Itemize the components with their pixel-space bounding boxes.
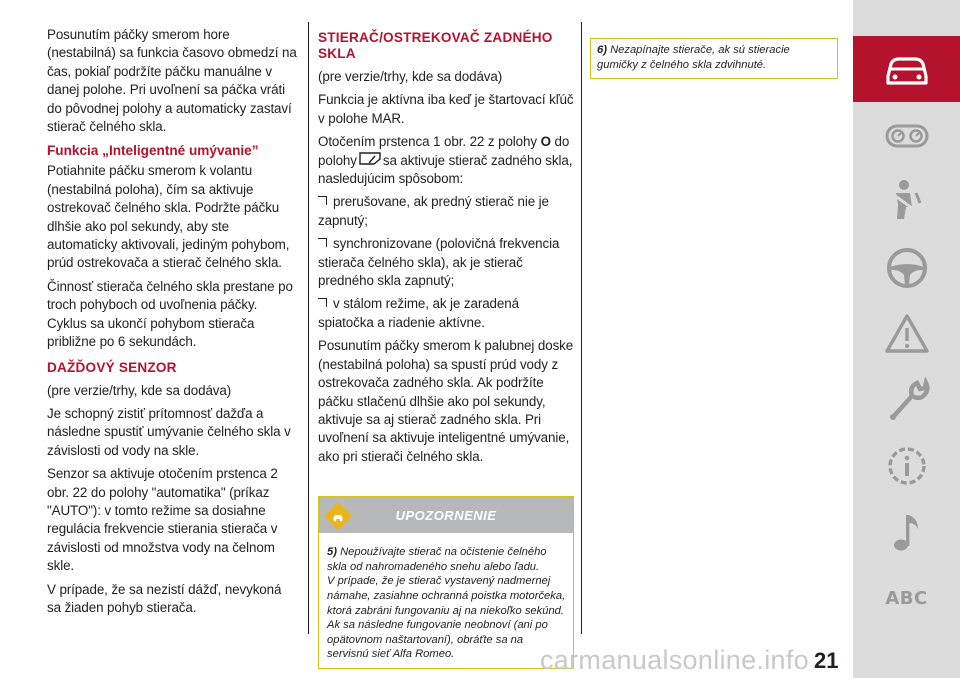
sidebar-tab-car[interactable] [853,36,960,102]
rear-wiper-icon [359,152,381,166]
index-label: ABC [885,587,928,609]
paragraph: Je schopný zistiť prítomnosť dažďa a následne spustiť umývanie čelného skla v závislosti od vody na skle. [47,405,291,458]
footnote-number: 6) [597,44,607,56]
bullet-marker-icon [318,238,327,247]
wrench-icon [882,377,932,423]
subheading-intelligent-wash: Funkcia „Inteligentné umývanie” [47,143,259,159]
info-gear-icon [882,443,932,489]
note-box [590,38,838,79]
sidebar-tab-warnings[interactable] [853,302,960,366]
heading-rear-wiper: STIERAČ/OSTREKOVAČ ZADNÉHO SKLA [318,30,553,61]
footnote-number: 5) [327,546,337,559]
sidebar-tab-maintenance[interactable] [853,368,960,432]
column-3 [590,38,838,79]
column-divider [308,22,309,634]
warning-car-icon [325,503,351,529]
heading-rain-sensor: DAŽĎOVÝ SENZOR [47,359,177,375]
column-2 [318,26,574,669]
paragraph: Posunutím páčky smerom k palubnej doske (nestabilná poloha) sa spustí prúd vody z ostrekovača zadného skla. Ak podržíte páčku stlačenú dlhšie ako pol sekundy, aktivuje sa aj stierač zadného skla. Pri uvoľnení sa aktivuje inteligentné umývanie, ako pri stierači čelného skla. [318,338,574,464]
paragraph: (pre verzie/trhy, kde sa dodáva) [318,69,503,84]
bullet-text: v stálom režime, ak je zaradená spiatočka a riadenie aktívne. [318,296,519,330]
text: do polohy [318,134,570,168]
sidebar-tab-technical[interactable] [853,434,960,498]
sidebar-tab-dashboard[interactable] [853,104,960,168]
bullet-marker-icon [318,298,327,307]
warning-header [319,497,573,533]
bullet-item [318,235,574,290]
paragraph: Funkcia je aktívna iba keď je štartovací kľúč v polohe MAR. [318,92,574,126]
sidebar-tab-driving[interactable] [853,236,960,300]
paragraph-ring-positions [318,133,574,188]
warning-line: Nepoužívajte stierač na očistenie čelného skla od nahromadeného snehu alebo ľadu. [327,546,547,573]
note-text: Nezapínajte stierače, ak sú stieracie gumičky z čelného skla zdvihnuté. [597,44,790,71]
warning-line: V prípade, že je stierač vystavený nadmernej námahe, zasiahne ochranná poistka motorčeka, ktorá zabráni fungovaniu aj na niekoľko sekúnd. Ak sa následne fungovanie neobnoví (ani po opätovnom naštartovaní), obráťte sa na servisnú sieť Alfa Romeo. [327,575,566,661]
paragraph: Posunutím páčky smerom hore (nestabilná) sa funkcia časovo obmedzí na čas, pokiaľ podržíte páčku manuálne v danej polohe. Pri uvoľnení sa páčka vráti do pôvodnej polohy a automaticky zastaví stierač čelného skla. [47,27,297,135]
bullet-item [318,193,574,230]
warning-triangle-icon [882,311,932,357]
column-1 [47,26,297,622]
sidebar-tab-safety[interactable] [853,168,960,232]
page-number: 21 [814,648,839,673]
sidebar-tab-index[interactable] [853,566,960,630]
paragraph: Činnosť stierača čelného skla prestane po troch pohyboch od uvoľnenia páčky. Cyklus sa ukončí pohybom stierača približne po 6 sekundách. [47,278,293,350]
text: Otočením prstenca 1 obr. 22 z polohy [318,134,537,150]
paragraph: V prípade, že sa nezistí dážď, nevykoná sa žiaden pohyb stierača. [47,581,282,615]
warning-title: UPOZORNENIE [395,507,497,523]
position-zero-symbol: O [540,134,551,150]
bullet-marker-icon [318,196,327,205]
paragraph: Senzor sa aktivuje otočením prstenca 2 obr. 22 do polohy "automatika" (príkaz "AUTO"): v tomto režime sa dosiahne regulácia frekvencie stierania stierača v závislosti od množstva vody na čelnom skle. [47,466,278,574]
paragraph: (pre verzie/trhy, kde sa dodáva) [47,382,232,398]
music-note-icon [882,509,932,555]
warning-text [319,533,573,668]
watermark: carmanualsonline.info [540,645,809,675]
gauges-icon [882,113,932,159]
sidebar-tab-multimedia[interactable] [853,500,960,564]
chapter-sidebar [853,0,960,678]
bullet-text: synchronizovane (polovičná frekvencia stierača čelného skla), ak je stierač predného skla zapnutý; [318,236,560,289]
bullet-item [318,295,574,332]
bullet-text: prerušovane, ak predný stierač nie je zapnutý; [318,194,549,228]
steering-wheel-icon [882,245,932,291]
car-icon [882,46,932,92]
seatbelt-icon [882,177,932,223]
text: sa aktivuje stierač zadného skla, nasledujúcim spôsobom: [318,152,573,187]
paragraph: Potiahnite páčku smerom k volantu (nestabilná poloha), čím sa aktivuje ostrekovač čelného skla. Podržte páčku dlhšie ako pol sekundy, aby ste automaticky aktivovali, jediným pohybom, prúd ostrekovača a stierač čelného skla. [47,163,290,271]
warning-box [318,496,574,669]
column-divider [581,22,582,634]
